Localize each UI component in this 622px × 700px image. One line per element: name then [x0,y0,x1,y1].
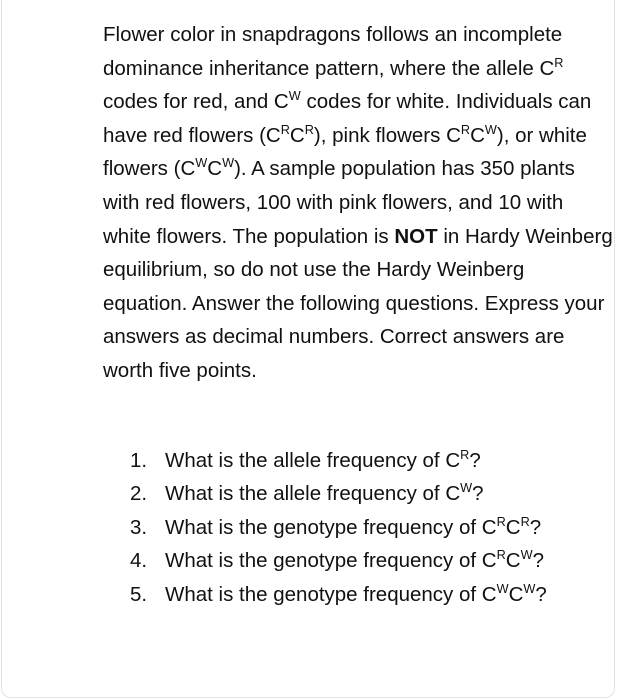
question-list [103,444,618,611]
allele-superscript: W [195,155,208,171]
allele-superscript: R [554,54,564,70]
question-mark: ? [469,449,481,472]
allele-superscript: W [520,547,533,563]
question-mark: ? [532,549,545,573]
question-item [103,444,618,477]
text-segment: C [207,157,223,181]
question-number: 3. [130,515,148,539]
allele-superscript: W [222,155,235,171]
question-item [103,477,618,510]
question-mark: ? [535,582,547,606]
text-segment: C [289,123,305,147]
allele-superscript: R [460,121,471,137]
allele-superscript: R [496,547,506,563]
question-mark: ? [529,515,542,539]
question-number: 1. [130,449,148,472]
question-text: What is the genotype frequency of C [165,549,497,573]
text-segment: Flower color in snapdragons follows an incomplete dominance inheritance pattern, where the allele C [103,23,563,80]
question-text: What is the genotype frequency of C [165,582,497,606]
problem-paragraph [103,18,613,388]
text-segment: ), or white flowers (C [103,123,587,181]
question-text: What is the allele frequency of C [165,449,461,472]
allele-superscript: W [460,480,473,496]
allele-superscript: R [460,447,470,463]
question-text: What is the allele frequency of C [165,482,461,506]
question-number: 4. [130,549,148,573]
allele-superscript: W [523,580,536,596]
allele-superscript: W [288,88,301,104]
question-text: What is the genotype frequency of C [165,515,497,539]
text-segment: in Hardy Weinberg equilibrium, so do not use the Hardy Weinberg equation. Answer the following questions. Express your answers as decimal numbers. Correct answers are worth five points. [103,224,613,382]
text-segment: codes for red, and C [103,90,289,114]
emphasis-not: NOT [394,224,438,248]
allele-superscript: R [304,121,314,137]
question-item [103,511,618,544]
text-segment: ), pink flowers C [313,123,461,147]
question-item [103,578,618,611]
question-item [103,544,618,577]
question-text: C [508,582,524,606]
question-card [1,0,615,698]
question-mark: ? [472,482,484,506]
question-number: 2. [130,482,148,506]
text-segment: C [470,123,485,147]
allele-superscript: W [484,121,497,137]
question-text: C [505,549,521,573]
question-number: 5. [130,582,148,606]
text-segment: codes for white. Individuals can have red flowers (C [103,90,592,147]
allele-superscript: R [496,513,506,529]
allele-superscript: W [496,580,509,596]
text-segment: ). A sample population has 350 plants with red flowers, 100 with pink flowers, and 10 with white flowers. The population is [103,157,575,248]
question-text: C [505,515,521,539]
allele-superscript: R [520,513,530,529]
allele-superscript: R [280,121,290,137]
